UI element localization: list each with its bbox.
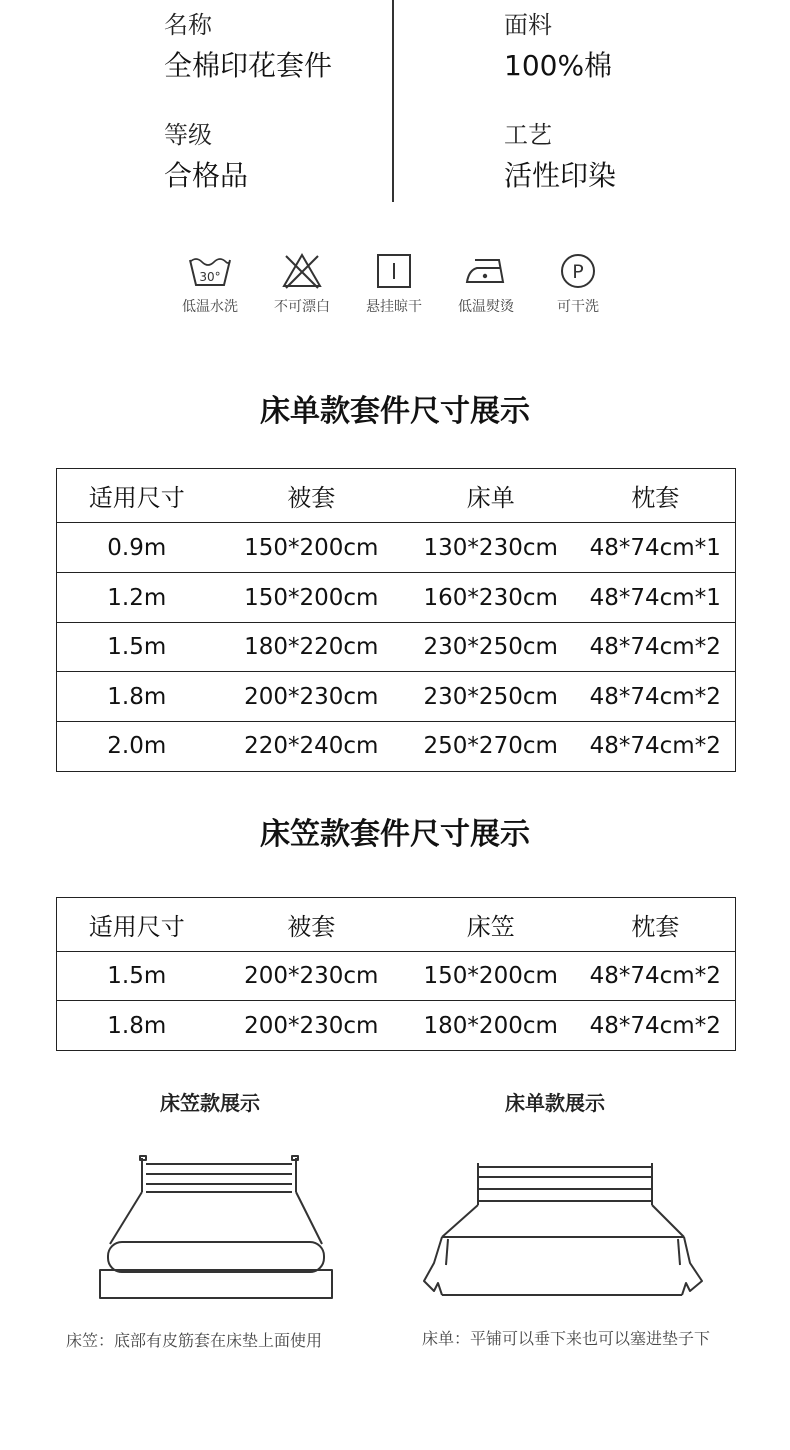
craft-value: 活性印染 xyxy=(504,159,617,192)
table-cell: 48*74cm*2 xyxy=(589,683,721,710)
table-cell: 180*220cm xyxy=(244,634,379,660)
care-item-bleach xyxy=(256,252,348,316)
dry-clean-icon xyxy=(555,252,601,290)
header-cell: 被套 xyxy=(287,484,336,512)
table-cell: 200*230cm xyxy=(244,963,379,989)
table-row xyxy=(57,622,735,671)
table-cell: 1.8m xyxy=(107,1012,167,1039)
header-cell: 床单 xyxy=(466,484,515,512)
table-cell: 200*230cm xyxy=(244,1012,379,1039)
care-label-hang: 悬挂晾干 xyxy=(366,299,422,315)
name-value: 全棉印花套件 xyxy=(164,49,333,82)
flat-sheet-bed-illustration xyxy=(412,1155,712,1305)
care-item-dryclean xyxy=(532,252,624,316)
info-craft xyxy=(504,120,616,194)
table-cell: 130*230cm xyxy=(423,534,558,561)
table-cell: 48*74cm*1 xyxy=(589,584,721,611)
table-cell: 150*200cm xyxy=(423,963,558,989)
table-cell: 150*200cm xyxy=(244,534,379,561)
table-cell: 48*74cm*2 xyxy=(589,634,721,660)
table-cell: 180*200cm xyxy=(423,1012,558,1039)
info-divider xyxy=(392,0,394,202)
fabric-label: 面料 xyxy=(504,11,552,39)
table-cell: 150*200cm xyxy=(244,584,379,611)
header-cell: 被套 xyxy=(287,913,336,941)
no-bleach-icon xyxy=(279,252,325,290)
table-cell: 250*270cm xyxy=(423,732,558,759)
table-cell: 0.9m xyxy=(107,534,167,561)
care-label-iron: 低温熨烫 xyxy=(458,299,514,315)
care-item-iron xyxy=(440,252,532,316)
table-row xyxy=(57,671,735,721)
table-header-row xyxy=(57,898,735,951)
care-icons xyxy=(160,252,640,332)
table-cell: 230*250cm xyxy=(423,634,558,660)
table-row xyxy=(57,522,735,572)
table-cell: 48*74cm*2 xyxy=(589,732,721,759)
dry-clean-letter: P xyxy=(572,261,584,283)
table-cell: 200*230cm xyxy=(244,683,379,710)
table-cell: 48*74cm*2 xyxy=(589,963,721,989)
table-header-row xyxy=(57,469,735,522)
fitted-display-caption: 床笠款展示 xyxy=(160,1091,260,1115)
header-cell: 床笠 xyxy=(466,913,515,941)
low-temp-wash-icon xyxy=(187,252,233,290)
header-cell: 枕套 xyxy=(631,913,680,941)
craft-label: 工艺 xyxy=(504,121,552,149)
low-temp-iron-icon xyxy=(463,252,509,290)
care-label-wash: 低温水洗 xyxy=(182,299,238,315)
fitted-bed-illustration xyxy=(90,1150,340,1305)
grade-value: 合格品 xyxy=(164,159,249,192)
info-fabric xyxy=(504,10,612,84)
table-cell: 230*250cm xyxy=(423,683,558,710)
info-name xyxy=(164,10,332,84)
hang-dry-icon xyxy=(371,252,417,290)
header-cell: 枕套 xyxy=(631,484,680,512)
sheet-display-caption: 床单款展示 xyxy=(505,1091,605,1115)
table-cell: 1.2m xyxy=(107,584,167,611)
sheet-note: 床单：平铺可以垂下来也可以塞进垫子下 xyxy=(422,1329,711,1348)
table-cell: 220*240cm xyxy=(244,732,379,759)
care-label-dryclean: 可干洗 xyxy=(557,299,599,315)
table-row xyxy=(57,572,735,622)
table-row xyxy=(57,721,735,769)
grade-label: 等级 xyxy=(164,121,212,149)
table-cell: 2.0m xyxy=(107,732,167,759)
care-item-hang xyxy=(348,252,440,316)
fitted-section-title: 床笠款套件尺寸展示 xyxy=(260,817,530,852)
table-cell: 1.5m xyxy=(107,963,167,989)
sheet-section-title: 床单款套件尺寸展示 xyxy=(260,394,530,429)
table-cell: 48*74cm*1 xyxy=(589,534,721,561)
table-cell: 1.5m xyxy=(107,634,167,660)
sheet-size-table xyxy=(56,468,736,772)
header-cell: 适用尺寸 xyxy=(88,484,185,512)
table-row xyxy=(57,951,735,1000)
table-cell: 48*74cm*2 xyxy=(589,1012,721,1039)
table-cell: 1.8m xyxy=(107,683,167,710)
name-label: 名称 xyxy=(164,11,212,39)
fabric-value: 100%棉 xyxy=(504,49,613,82)
wash-temp-text: 30° xyxy=(199,270,221,284)
care-label-bleach: 不可漂白 xyxy=(274,299,330,315)
fitted-note: 床笠：底部有皮筋套在床垫上面使用 xyxy=(66,1331,323,1350)
info-grade xyxy=(164,120,248,194)
care-item-wash xyxy=(164,252,256,316)
header-cell: 适用尺寸 xyxy=(88,913,185,941)
table-row xyxy=(57,1000,735,1050)
fitted-size-table xyxy=(56,897,736,1051)
table-cell: 160*230cm xyxy=(423,584,558,611)
